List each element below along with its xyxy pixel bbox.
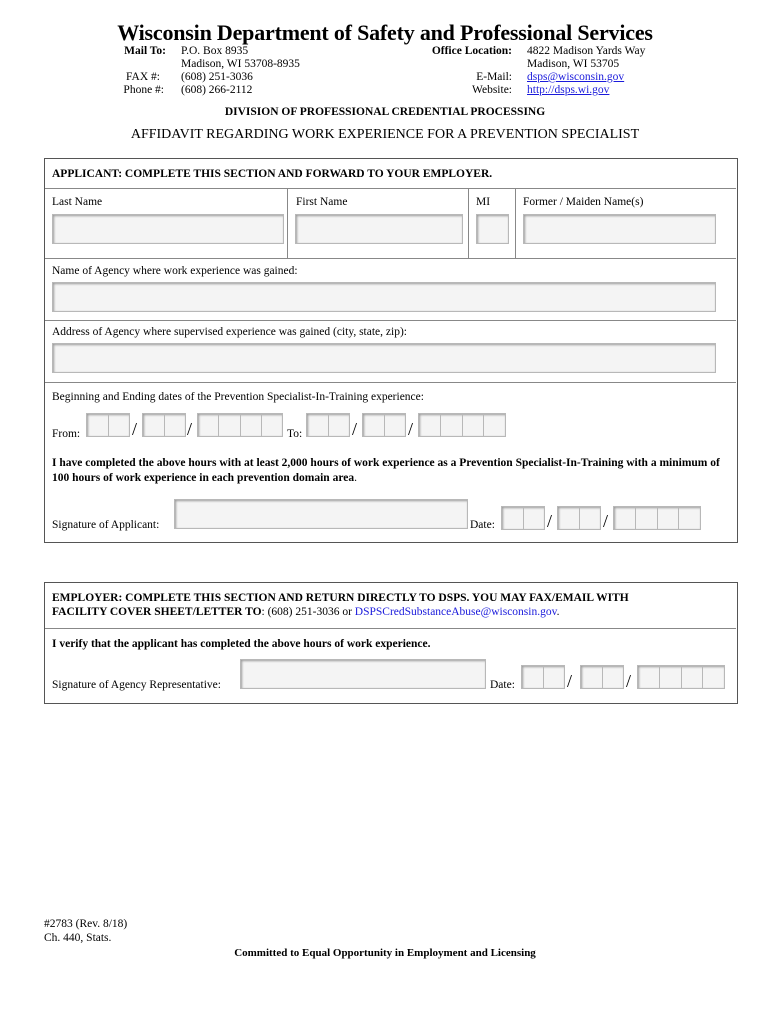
date-separator: / [626, 671, 632, 691]
former-name-label: Former / Maiden Name(s) [523, 196, 644, 208]
agency-name-label: Name of Agency where work experience was gained: [52, 265, 298, 277]
phone-value: (608) 266-2112 [181, 84, 253, 96]
website-link[interactable]: http://dsps.wi.gov [527, 84, 610, 96]
mi-field[interactable] [476, 214, 509, 244]
office-location-label: Office Location: [431, 45, 512, 57]
from-year-field[interactable] [197, 413, 283, 437]
date-separator: / [547, 511, 553, 531]
dates-label: Beginning and Ending dates of the Prevention Specialist-In-Training experience: [52, 391, 424, 403]
first-name-field[interactable] [295, 214, 463, 244]
employer-date-month-field[interactable] [521, 665, 565, 689]
to-label: To: [287, 428, 303, 440]
phone-label: Phone #: [123, 84, 164, 96]
first-name-label: First Name [296, 196, 348, 208]
date-separator: / [352, 419, 358, 439]
divider [287, 188, 288, 258]
employer-heading-line2: FACILITY COVER SHEET/LETTER TO: (608) 251-3036 or DSPSCredSubstanceAbuse@wisconsin.gov. [52, 606, 560, 618]
website-label: Website: [472, 84, 512, 96]
agency-signature-field[interactable] [240, 659, 486, 689]
office-address-line2: Madison, WI 53705 [527, 58, 620, 70]
divider [45, 382, 736, 383]
mail-address-line2: Madison, WI 53708-8935 [181, 58, 300, 70]
footer-tagline: Committed to Equal Opportunity in Employment and Licensing [234, 947, 536, 959]
employer-date-day-field[interactable] [580, 665, 624, 689]
last-name-label: Last Name [52, 196, 103, 208]
from-day-field[interactable] [142, 413, 186, 437]
from-month-field[interactable] [86, 413, 130, 437]
date-separator: / [132, 419, 138, 439]
to-year-field[interactable] [418, 413, 506, 437]
verify-text: I verify that the applicant has completed the above hours of work experience. [52, 638, 431, 650]
fax-value: (608) 251-3036 [181, 71, 253, 83]
divider [45, 320, 736, 321]
applicant-signature-label: Signature of Applicant: [52, 519, 160, 531]
mi-label: MI [476, 196, 491, 208]
mail-to-label: Mail To: [124, 45, 166, 57]
mail-address-line1: P.O. Box 8935 [181, 45, 249, 57]
applicant-date-label: Date: [470, 519, 495, 531]
divider [45, 628, 736, 629]
to-month-field[interactable] [306, 413, 350, 437]
employer-date-label: Date: [490, 679, 515, 691]
applicant-date-day-field[interactable] [557, 506, 601, 530]
employer-date-year-field[interactable] [637, 665, 725, 689]
email-link[interactable]: dsps@wisconsin.gov [527, 71, 625, 83]
divider [45, 188, 736, 189]
division-heading: DIVISION OF PROFESSIONAL CREDENTIAL PROCESSING [224, 106, 546, 118]
agency-address-field[interactable] [52, 343, 716, 373]
to-day-field[interactable] [362, 413, 406, 437]
date-separator: / [187, 419, 193, 439]
fax-label: FAX #: [126, 71, 160, 83]
applicant-date-month-field[interactable] [501, 506, 545, 530]
date-separator: / [567, 671, 573, 691]
applicant-heading: APPLICANT: COMPLETE THIS SECTION AND FORWARD TO YOUR EMPLOYER. [52, 168, 493, 180]
former-name-field[interactable] [523, 214, 716, 244]
form-subtitle: AFFIDAVIT REGARDING WORK EXPERIENCE FOR A PREVENTION SPECIALIST [130, 127, 640, 142]
form-number: #2783 (Rev. 8/18) [44, 918, 128, 930]
date-separator: / [408, 419, 414, 439]
agency-signature-label: Signature of Agency Representative: [52, 679, 221, 691]
last-name-field[interactable] [52, 214, 284, 244]
agency-name-field[interactable] [52, 282, 716, 312]
email-label: E-Mail: [476, 71, 512, 83]
attestation-text: I have completed the above hours with at least 2,000 hours of work experience as a Prevention Specialist-In-Training with a minimum of 100 hours of work experience in each prevention domain area. [52, 457, 720, 484]
applicant-signature-field[interactable] [174, 499, 468, 529]
applicant-date-year-field[interactable] [613, 506, 701, 530]
office-address-line1: 4822 Madison Yards Way [527, 45, 646, 57]
employer-heading-line1: EMPLOYER: COMPLETE THIS SECTION AND RETURN DIRECTLY TO DSPS. YOU MAY FAX/EMAIL WITH [52, 592, 629, 604]
divider [515, 188, 516, 258]
page-title: Wisconsin Department of Safety and Professional Services [117, 20, 653, 45]
employer-email-link[interactable]: DSPSCredSubstanceAbuse@wisconsin.gov [354, 606, 557, 618]
agency-address-label: Address of Agency where supervised experience was gained (city, state, zip): [52, 326, 407, 338]
statute-reference: Ch. 440, Stats. [44, 932, 112, 944]
divider [45, 258, 736, 259]
divider [468, 188, 469, 258]
from-label: From: [52, 428, 81, 440]
date-separator: / [603, 511, 609, 531]
